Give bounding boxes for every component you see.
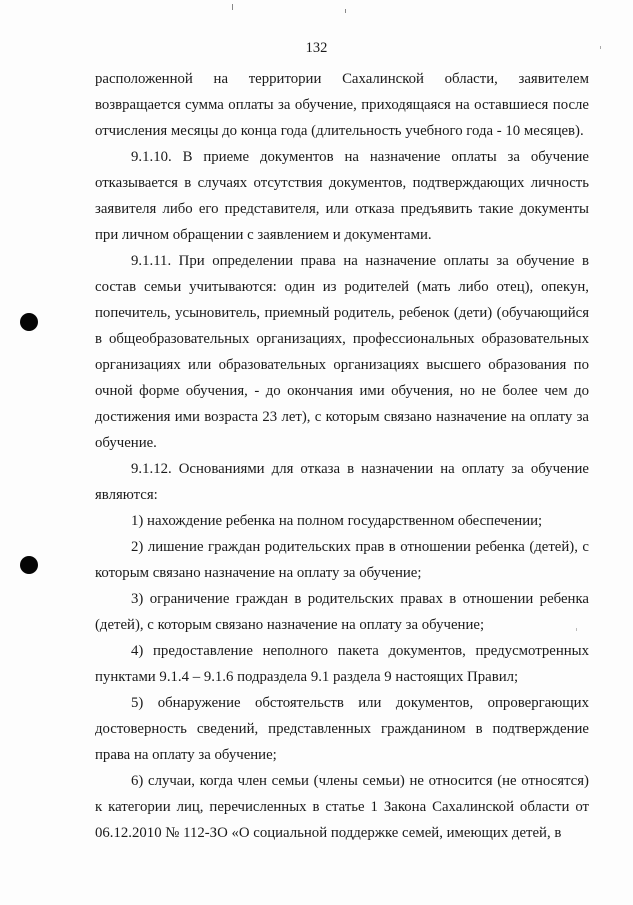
list-item-5: 5) обнаружение обстоятельств или документов, опровергающих достоверность сведений, представленных гражданином в подтверждение права на оплату за обучение; — [95, 695, 589, 763]
scan-artifact — [345, 9, 346, 13]
paragraph-continuation: расположенной на территории Сахалинской области, заявителем возвращается сумма оплаты за обучение, приходящаяся на оставшиеся после отчисления месяцы до конца года (длительность учебного года - 10 месяцев). — [95, 71, 589, 139]
punch-hole — [20, 556, 38, 574]
list-item-3: 3) ограничение граждан в родительских правах в отношении ребенка (детей), с которым связано назначение на оплату за обучение; — [95, 591, 589, 633]
page-number: 132 — [305, 40, 328, 56]
scan-artifact — [232, 4, 233, 10]
list-item-2: 2) лишение граждан родительских прав в отношении ребенка (детей), с которым связано назначение на оплату за обучение; — [95, 539, 589, 581]
list-item-1: 1) нахождение ребенка на полном государственном обеспечении; — [131, 513, 543, 529]
paragraph-9-1-12: 9.1.12. Основаниями для отказа в назначении на оплату за обучение являются: — [95, 461, 589, 503]
list-item-6: 6) случаи, когда член семьи (члены семьи) не относится (не относятся) к категории лиц, перечисленных в статье 1 Закона Сахалинской области от 06.12.2010 № 112-ЗО «О социальной поддержке семей, имеющих детей, в — [95, 773, 589, 841]
paragraph-9-1-11: 9.1.11. При определении права на назначение оплаты за обучение в состав семьи учитываются: один из родителей (мать либо отец), опекун, попечитель, усыновитель, приемный родитель, ребенок (дети) (обучающийся в общеобразовательных организациях, профессиональных образовательных организациях или образовательных организациях высшего образования по очной форме обучения, - до окончания ими обучения, но не более чем до достижения ими возраста 23 лет), с которым связано назначение на оплату за обучение. — [95, 253, 589, 451]
list-item-4: 4) предоставление неполного пакета документов, предусмотренных пунктами 9.1.4 – 9.1.6 подраздела 9.1 раздела 9 настоящих Правил; — [95, 643, 589, 685]
punch-hole — [20, 313, 38, 331]
paragraph-9-1-10: 9.1.10. В приеме документов на назначение оплаты за обучение отказывается в случаях отсутствия документов, подтверждающих личность заявителя либо его представителя, или отказа предъявить такие документы при личном обращении с заявлением и документами. — [95, 149, 589, 243]
document-body — [95, 66, 589, 846]
